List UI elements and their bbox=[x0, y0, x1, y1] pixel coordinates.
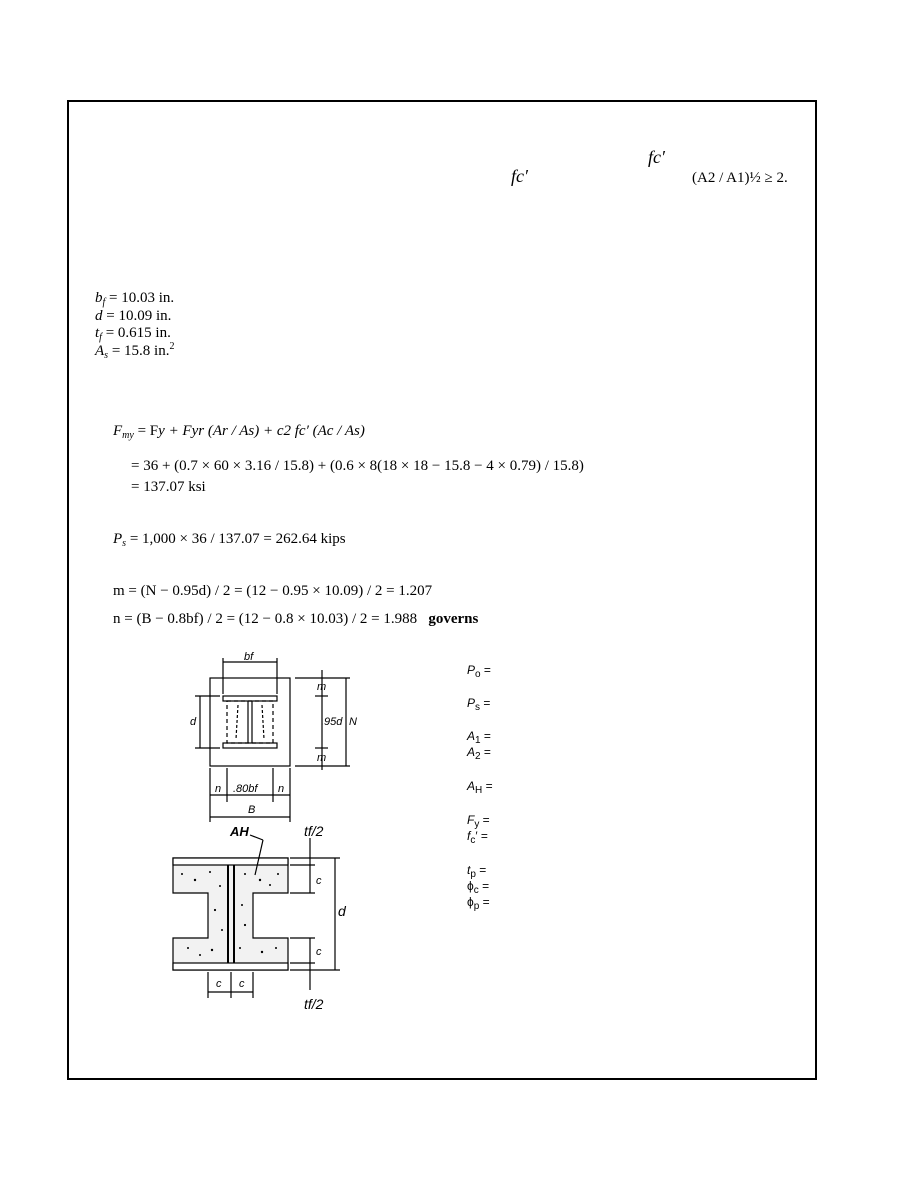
legend-phic: $\phi_c$ = bbox=[467, 879, 490, 896]
label-m-top: m bbox=[317, 681, 327, 693]
prop-as: $A_s = 15.8$ in.$^2$ bbox=[95, 341, 175, 361]
legend-po: $P_o$ = bbox=[467, 663, 491, 680]
legend-a1: $A_1$ = bbox=[467, 729, 491, 746]
base-plate-figure bbox=[150, 650, 370, 1020]
base-plate-outline bbox=[210, 678, 290, 766]
prop-bf: $b_f = 10.03$ in. bbox=[95, 290, 175, 308]
legend-ps: $P_s$ = bbox=[467, 696, 491, 713]
top-flange bbox=[223, 696, 277, 701]
label-n-right: n bbox=[278, 783, 285, 795]
label-c-right: c bbox=[239, 978, 245, 990]
legend-ah: $A_H$ = bbox=[467, 779, 493, 796]
n-equation: n = (B − 0.8bf) / 2 = (12 − 0.8 × 10.03) / 2 = 1.988 governs bbox=[113, 611, 479, 627]
fmy-line-3: = 137.07 ksi bbox=[131, 479, 206, 495]
fc-prime-second: fc′ bbox=[511, 166, 528, 186]
label-tf2-top: tf/2 bbox=[304, 823, 324, 839]
legend-fy: $F_y$ = bbox=[467, 813, 490, 830]
area-ratio-condition: (A2 / A1)½ ≥ 2. bbox=[692, 170, 788, 186]
label-c-top: c bbox=[316, 875, 322, 887]
fc-prime-top: fc′ bbox=[648, 147, 665, 167]
label-c-bot: c bbox=[316, 946, 322, 958]
legend-fc: $f_c'$ = bbox=[467, 829, 488, 846]
fmy-line-2: = 36 + (0.7 × 60 × 3.16 / 15.8) + (0.6 × 8(18 × 18 − 15.8 − 4 × 0.79) / 15.8) bbox=[131, 458, 584, 474]
label-tf2-bot: tf/2 bbox=[304, 996, 324, 1012]
label-AH: AH bbox=[230, 824, 249, 839]
legend-a2: $A_2$ = bbox=[467, 745, 491, 762]
prop-d: d = 10.09 in. bbox=[95, 308, 172, 324]
fmy-line-1: $F_{my} = Fy$ + Fyr (Ar / As) + c2 fc′ (Ac / As) bbox=[113, 423, 365, 441]
label-bf: bf bbox=[244, 651, 254, 663]
label-m-bot: m bbox=[317, 752, 327, 764]
label-n-left: n bbox=[215, 783, 222, 795]
legend-tp: $t_p$ = bbox=[467, 863, 487, 880]
label-95d: .95d bbox=[321, 716, 343, 728]
label-c-left: c bbox=[216, 978, 222, 990]
m-equation: m = (N − 0.95d) / 2 = (12 − 0.95 × 10.09) / 2 = 1.207 bbox=[113, 583, 433, 599]
label-d: d bbox=[190, 716, 197, 728]
prop-tf: $t_f = 0.615$ in. bbox=[95, 325, 171, 343]
bottom-flange bbox=[223, 743, 277, 748]
label-d-lower: d bbox=[338, 903, 346, 919]
legend-phip: $\phi_p$ = bbox=[467, 895, 490, 912]
ps-equation: $P_s = 1,000 \times 36 / 137.07 = 262.64$ kips bbox=[113, 531, 346, 549]
label-80bf: .80bf bbox=[233, 783, 258, 795]
label-N: N bbox=[349, 716, 357, 728]
label-B: B bbox=[248, 804, 256, 816]
